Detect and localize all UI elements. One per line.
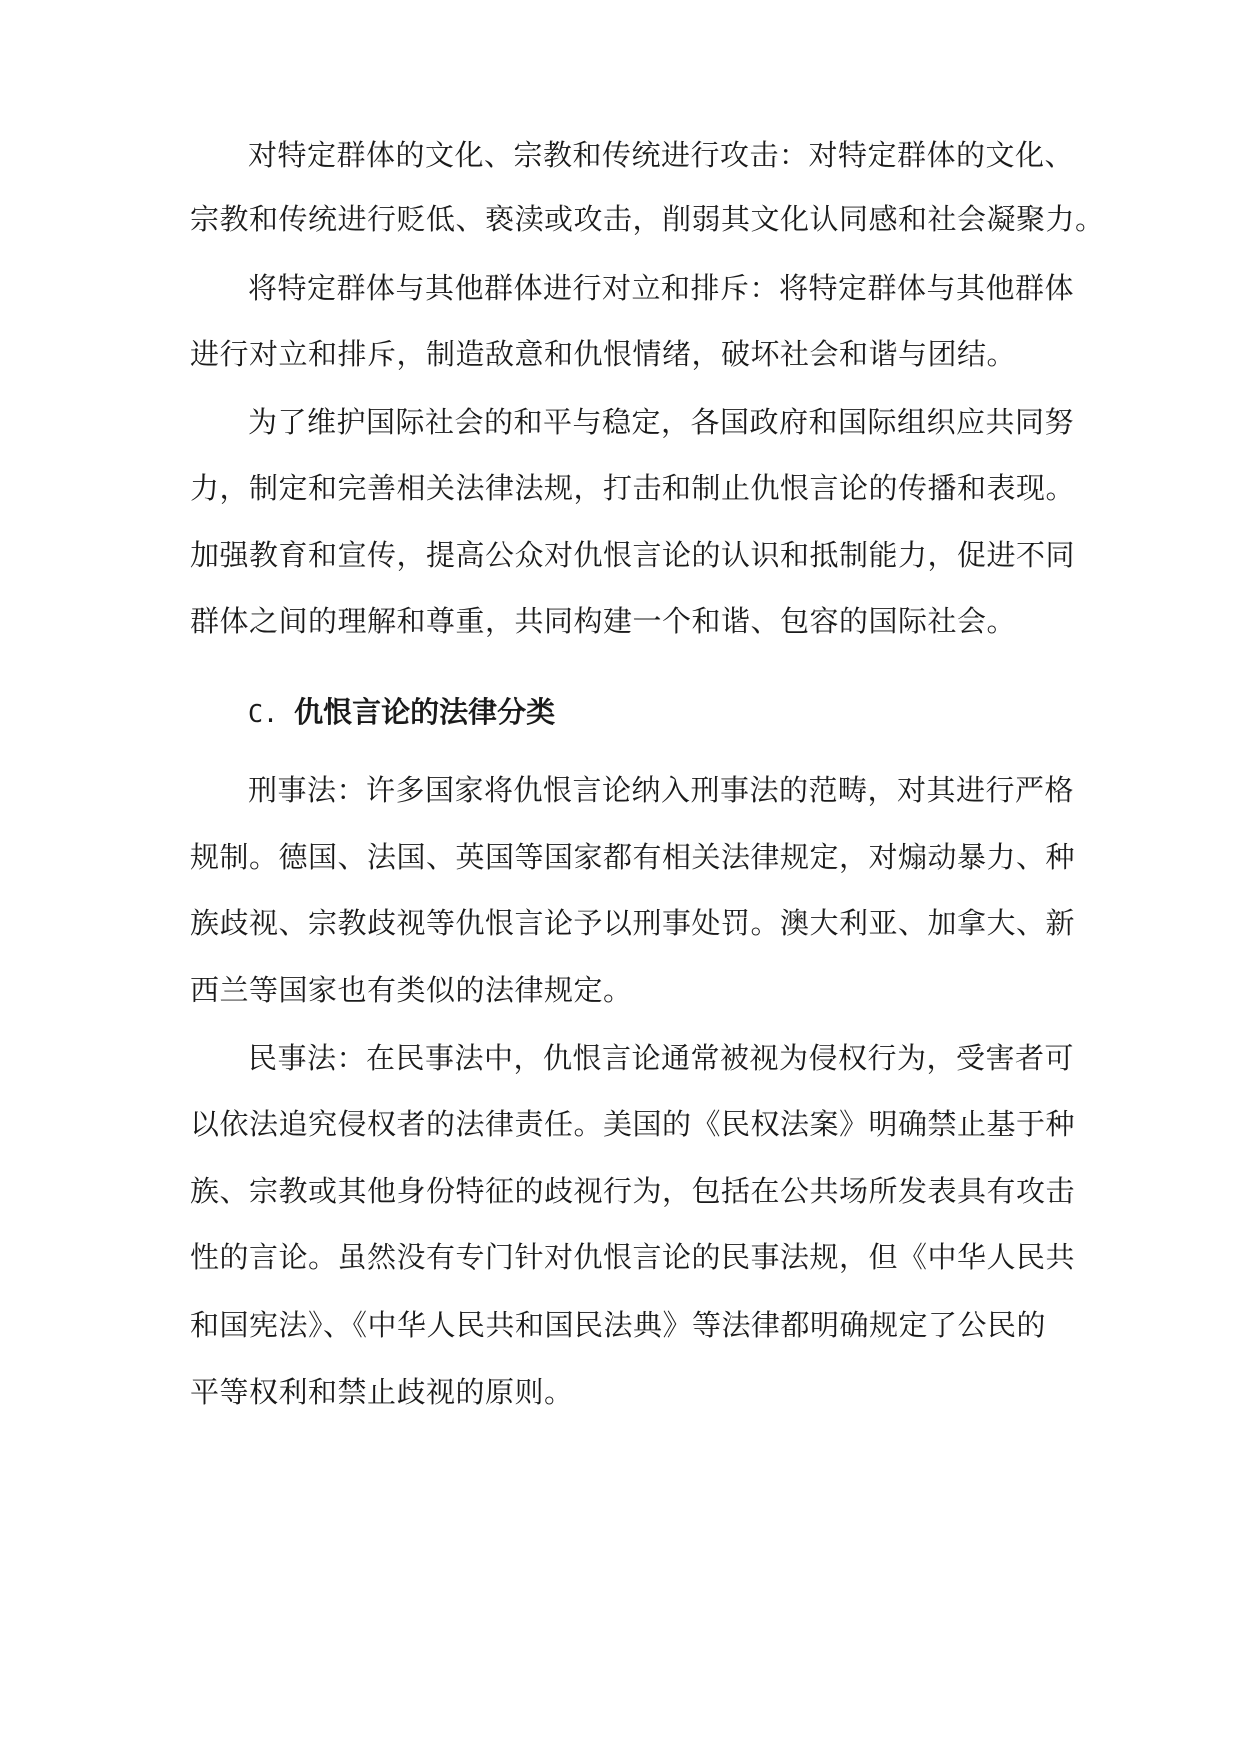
section-title: 仇恨言论的法律分类 [294,695,556,729]
paragraph-line: 将特定群体与其他群体进行对立和排斥：将特定群体与其他群体 [248,271,1075,305]
paragraph-line: 力，制定和完善相关法律法规，打击和制止仇恨言论的传播和表现。 [190,471,1076,505]
section-heading [248,692,555,734]
paragraph-line: 西兰等国家也有类似的法律规定。 [190,973,633,1007]
paragraph-line: 进行对立和排斥，制造敌意和仇恨情绪，破坏社会和谐与团结。 [190,337,1017,371]
paragraph-line: 加强教育和宣传，提高公众对仇恨言论的认识和抵制能力，促进不同 [190,538,1076,572]
paragraph-line: 和国宪法》、《中华人民共和国民法典》等法律都明确规定了公民的 [190,1308,1047,1342]
paragraph-line: 宗教和传统进行贬低、亵渎或攻击，削弱其文化认同感和社会凝聚力。 [190,202,1105,236]
paragraph-line: 规制。德国、法国、英国等国家都有相关法律规定，对煽动暴力、种 [190,840,1076,874]
paragraph-line: 为了维护国际社会的和平与稳定，各国政府和国际组织应共同努 [248,405,1075,439]
paragraph-line: 性的言论。虽然没有专门针对仇恨言论的民事法规，但《中华人民共 [190,1240,1076,1274]
paragraph-line: 族歧视、宗教歧视等仇恨言论予以刑事处罚。澳大利亚、加拿大、新 [190,906,1076,940]
section-number: C. [248,699,279,728]
paragraph-line: 平等权利和禁止歧视的原则。 [190,1375,574,1409]
paragraph-line: 以依法追究侵权者的法律责任。美国的《民权法案》明确禁止基于种 [190,1107,1076,1141]
paragraph-line: 刑事法：许多国家将仇恨言论纳入刑事法的范畴，对其进行严格 [248,773,1075,807]
paragraph-line: 对特定群体的文化、宗教和传统进行攻击：对特定群体的文化、 [248,138,1075,172]
paragraph-line: 群体之间的理解和尊重，共同构建一个和谐、包容的国际社会。 [190,604,1017,638]
paragraph-line: 民事法：在民事法中，仇恨言论通常被视为侵权行为，受害者可 [248,1041,1075,1075]
paragraph-line: 族、宗教或其他身份特征的歧视行为，包括在公共场所发表具有攻击 [190,1174,1076,1208]
